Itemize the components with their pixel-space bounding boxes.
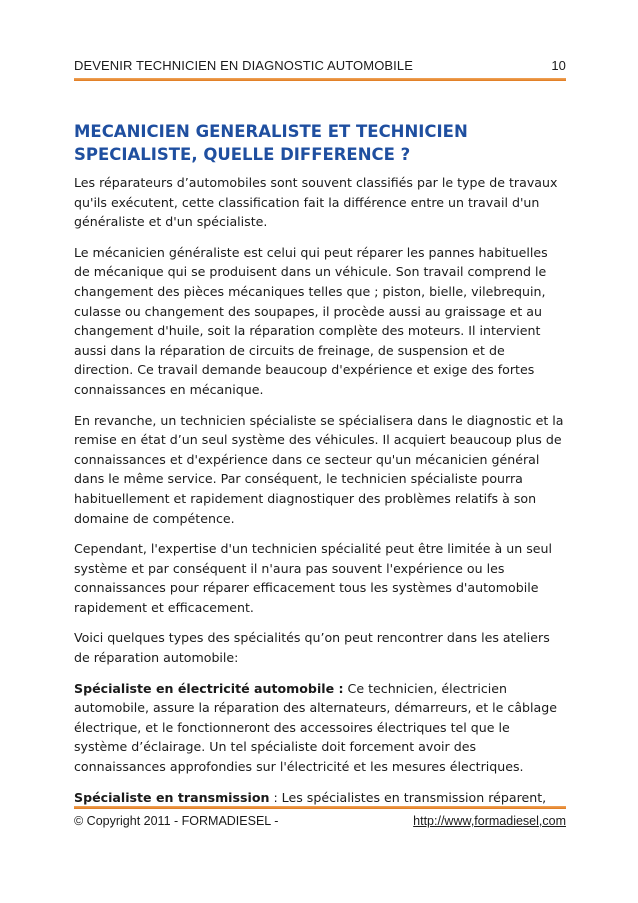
paragraph: En revanche, un technicien spécialiste se spécialisera dans le diagnostic et la remise en état d’un seul système des véhicules. Il acquiert beaucoup plus de connaissances et d'expérience dans ce secteur qu'un mécanicien général dans le même service. Par conséquent, le technicien spécialiste pourra habituellement et rapidement diagnostiquer des problèmes relatifs à son domaine de compétence.	[74, 412, 564, 526]
paragraph: Cependant, l'expertise d'un technicien spécialité peut être limitée à un seul système et par conséquent il n'aura pas souvent l'expérience ou les connaissances pour réparer efficacement tous les systèmes d'automobile rapidement et efficacement.	[74, 541, 552, 615]
specialist-transmission-paragraph	[74, 788, 566, 808]
page-footer	[74, 814, 566, 828]
body-text	[74, 173, 566, 818]
page-header	[74, 58, 566, 73]
specialist-electric-label: Spécialiste en électricité automobile :	[74, 680, 344, 696]
paragraph: Voici quelques types des spécialités qu’on peut rencontrer dans les ateliers de réparation automobile:	[74, 630, 550, 666]
paragraph: Le mécanicien généraliste est celui qui peut réparer les pannes habituelles de mécanique qui se produisent dans un véhicule. Son travail comprend le changement des pièces mécaniques telles que ; piston, bielle, vilebrequin, culasse ou changement des soupapes, il procède aussi au graissage et au changement d'huile, soit la réparation complète des moteurs. Il intervient aussi dans la réparation de circuits de freinage, de suspension et de direction. Ce travail demande beaucoup d'expérience et exige des fortes connaissances en mécanique.	[74, 244, 548, 397]
page-number: 10	[551, 58, 566, 73]
specialist-electric-paragraph	[74, 679, 566, 777]
website-link[interactable]: http://www,formadiesel,com	[413, 814, 566, 828]
specialist-electric-text: Ce technicien, électricien automobile, assure la réparation des alternateurs, démarreurs, et le câblage électrique, et le fonctionneront des accessoires électriques tel que le système d’éclairage. Un tel spécialiste doit forcement avoir des connaissances approfondies sur l'électricité et les mesures électriques.	[74, 680, 558, 775]
header-rule	[74, 78, 566, 81]
specialist-transmission-label: Spécialiste en transmission	[74, 789, 270, 805]
footer-rule	[74, 806, 566, 809]
document-title: DEVENIR TECHNICIEN EN DIAGNOSTIC AUTOMOBILE	[74, 58, 413, 73]
paragraph: Les réparateurs d’automobiles sont souvent classifiés par le type de travaux qu'ils exécutent, cette classification fait la différence entre un travail d'un généraliste et d'un spécialiste.	[74, 175, 558, 230]
specialist-transmission-text: : Les spécialistes en transmission réparent,	[269, 789, 547, 805]
section-heading: MECANICIEN GENERALISTE ET TECHNICIEN SPECIALISTE, QUELLE DIFFERENCE ?	[74, 122, 468, 164]
copyright-text: © Copyright 2011 - FORMADIESEL -	[74, 814, 279, 828]
